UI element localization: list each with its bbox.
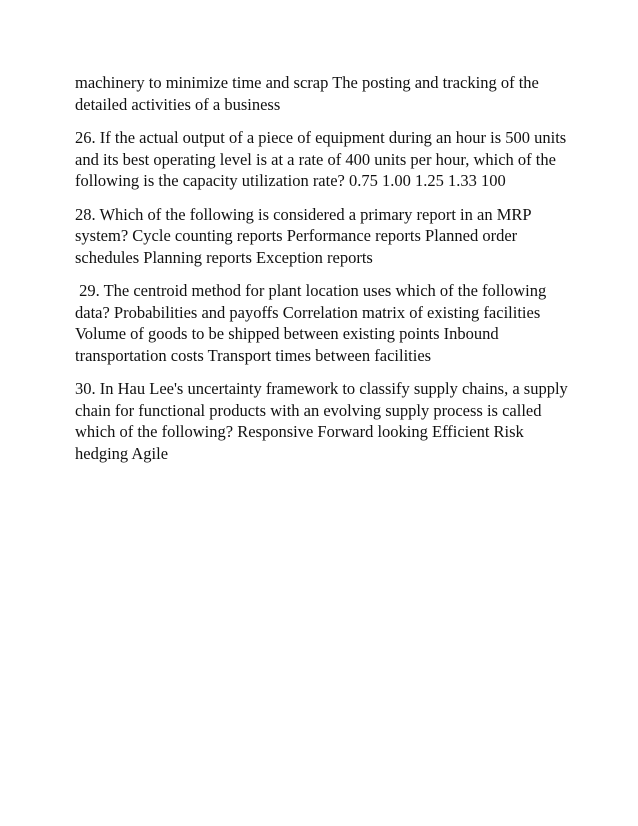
paragraph-question-30: 30. In Hau Lee's uncertainty framework to classify supply chains, a supply chain for functional products with an evolving supply process is called which of the following? Responsive Forward looking Efficient Risk hedging Agile — [75, 379, 572, 463]
document-body — [75, 72, 575, 476]
paragraph-question-28: 28. Which of the following is considered a primary report in an MRP system? Cycle counting reports Performance reports Planned order schedules Planning reports Exception reports — [75, 204, 536, 267]
paragraph-question-29: 29. The centroid method for plant location uses which of the following data? Probabilities and payoffs Correlation matrix of existing facilities Volume of goods to be shipped between existing points Inbound transportation costs Transport times between facilities — [75, 281, 551, 365]
paragraph-question-26: 26. If the actual output of a piece of equipment during an hour is 500 units and its best operating level is at a rate of 400 units per hour, which of the following is the capacity utilization rate? 0.75 1.00 1.25 1.33 100 — [75, 128, 571, 190]
paragraph-continuation: machinery to minimize time and scrap The posting and tracking of the detailed activities of a business — [75, 73, 543, 114]
